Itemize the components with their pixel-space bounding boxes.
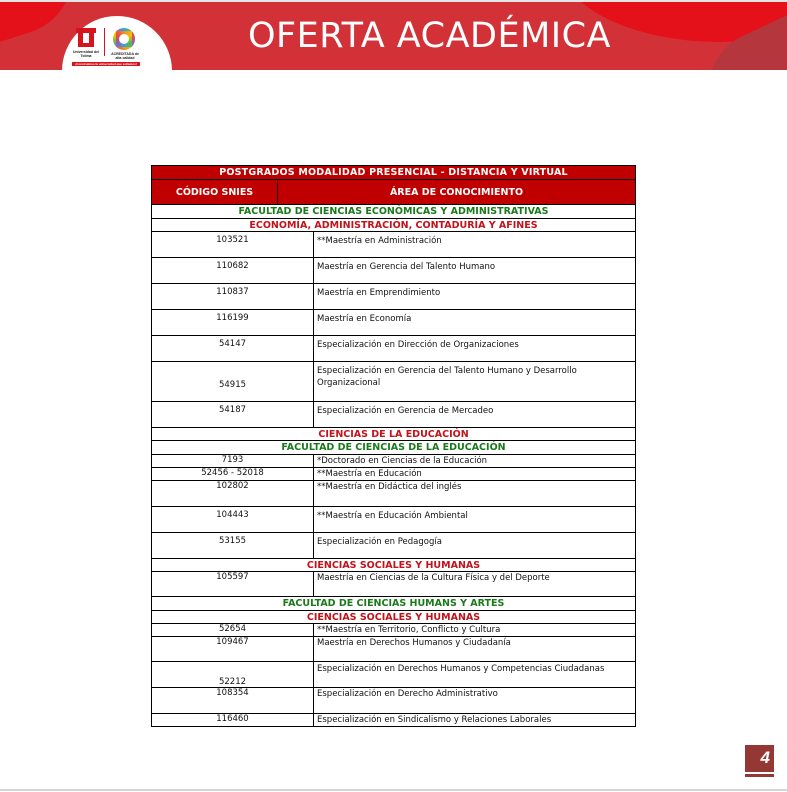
- table-row: [152, 662, 636, 688]
- table-row: [152, 507, 636, 533]
- snies-code: 103521: [152, 232, 314, 258]
- area-row: [152, 219, 636, 232]
- snies-code: 52654: [152, 624, 314, 637]
- faculty-row: [152, 597, 636, 611]
- table-row: [152, 402, 636, 428]
- program-name: **Maestría en Administración: [314, 232, 636, 258]
- snies-code: 116460: [152, 714, 314, 727]
- snies-code: 54147: [152, 336, 314, 362]
- table-row: [152, 258, 636, 284]
- academic-offer-table: [151, 165, 636, 727]
- table-title: POSTGRADOS MODALIDAD PRESENCIAL - DISTANCIA Y VIRTUAL: [152, 166, 636, 180]
- table-title-row: [152, 166, 636, 180]
- snies-code: 108354: [152, 688, 314, 714]
- table-row: [152, 637, 636, 662]
- program-name: Especialización en Gerencia del Talento Humano y Desarrollo Organizacional: [314, 362, 636, 402]
- area-row: [152, 611, 636, 624]
- university-name: Universidad del Tolima: [72, 50, 100, 58]
- table-row: [152, 481, 636, 507]
- table-row: [152, 310, 636, 336]
- table-row: [152, 232, 636, 258]
- snies-code: 53155: [152, 533, 314, 559]
- program-name: Especialización en Pedagogía: [314, 533, 636, 559]
- page-number: 4: [745, 745, 774, 772]
- program-name: Maestría en Derechos Humanos y Ciudadanía: [314, 637, 636, 662]
- faculty-name: FACULTAD DE CIENCIAS DE LA EDUCACIÓN: [152, 441, 636, 455]
- header-banner: [0, 0, 787, 70]
- area-row: [152, 428, 636, 441]
- program-name: Maestría en Emprendimiento: [314, 284, 636, 310]
- area-name: CIENCIAS DE LA EDUCACIÓN: [152, 428, 636, 441]
- snies-code: 104443: [152, 507, 314, 533]
- column-header-code: CÓDIGO SNIES: [152, 180, 278, 205]
- page-number-underline: [745, 774, 774, 777]
- column-header-area: ÁREA DE CONOCIMIENTO: [278, 180, 636, 205]
- area-name: CIENCIAS SOCIALES Y HUMANAS: [152, 559, 636, 572]
- program-name: **Maestría en Territorio, Conflicto y Cultura: [314, 624, 636, 637]
- program-name: Maestría en Gerencia del Talento Humano: [314, 258, 636, 284]
- program-name: **Maestría en Educación Ambiental: [314, 507, 636, 533]
- program-name: **Maestría en Didáctica del inglés: [314, 481, 636, 507]
- program-name: Especialización en Sindicalismo y Relaciones Laborales: [314, 714, 636, 727]
- accreditation-label: ACREDITADA de alta calidad: [111, 52, 139, 60]
- faculty-name: FACULTAD DE CIENCIAS HUMANS Y ARTES: [152, 597, 636, 611]
- snies-code: 102802: [152, 481, 314, 507]
- faculty-row: [152, 441, 636, 455]
- area-name: ECONOMÍA, ADMINISTRACIÓN, CONTADURÍA Y AFINES: [152, 219, 636, 232]
- table-row: [152, 688, 636, 714]
- snies-code: 116199: [152, 310, 314, 336]
- snies-code: 7193: [152, 455, 314, 468]
- table-row: [152, 362, 636, 402]
- snies-code: 52212: [152, 662, 314, 688]
- area-name: CIENCIAS SOCIALES Y HUMANAS: [152, 611, 636, 624]
- table-row: [152, 468, 636, 481]
- table-row: [152, 572, 636, 597]
- program-name: Especialización en Derecho Administrativo: [314, 688, 636, 714]
- table-row: [152, 624, 636, 637]
- table-row: [152, 284, 636, 310]
- table-row: [152, 455, 636, 468]
- table-header-row: [152, 180, 636, 205]
- program-name: Maestría en Economía: [314, 310, 636, 336]
- snies-code: 110837: [152, 284, 314, 310]
- faculty-name: FACULTAD DE CIENCIAS ECONÓMICAS Y ADMINISTRATIVAS: [152, 205, 636, 219]
- area-row: [152, 559, 636, 572]
- program-name: *Doctorado en Ciencias de la Educación: [314, 455, 636, 468]
- snies-code: 54187: [152, 402, 314, 428]
- program-name: Maestría en Ciencias de la Cultura Física y del Deporte: [314, 572, 636, 597]
- accreditation-logo-icon: [113, 28, 135, 50]
- table-row: [152, 336, 636, 362]
- logo-divider: [104, 28, 105, 56]
- logo-tagline: ¡Construimos la universidad que soñamos!: [72, 62, 140, 66]
- page-title: OFERTA ACADÉMICA: [248, 16, 611, 56]
- program-name: Especialización en Gerencia de Mercadeo: [314, 402, 636, 428]
- snies-code: 54915: [152, 362, 314, 402]
- program-name: **Maestría en Educación: [314, 468, 636, 481]
- snies-code: 105597: [152, 572, 314, 597]
- table-row: [152, 714, 636, 727]
- program-name: Especialización en Derechos Humanos y Competencias Ciudadanas: [314, 662, 636, 688]
- snies-code: 109467: [152, 637, 314, 662]
- table-row: [152, 533, 636, 559]
- university-logo-icon: [76, 28, 96, 48]
- program-name: Especialización en Dirección de Organizaciones: [314, 336, 636, 362]
- snies-code: 52456 - 52018: [152, 468, 314, 481]
- faculty-row: [152, 205, 636, 219]
- snies-code: 110682: [152, 258, 314, 284]
- footer-divider: [0, 789, 787, 791]
